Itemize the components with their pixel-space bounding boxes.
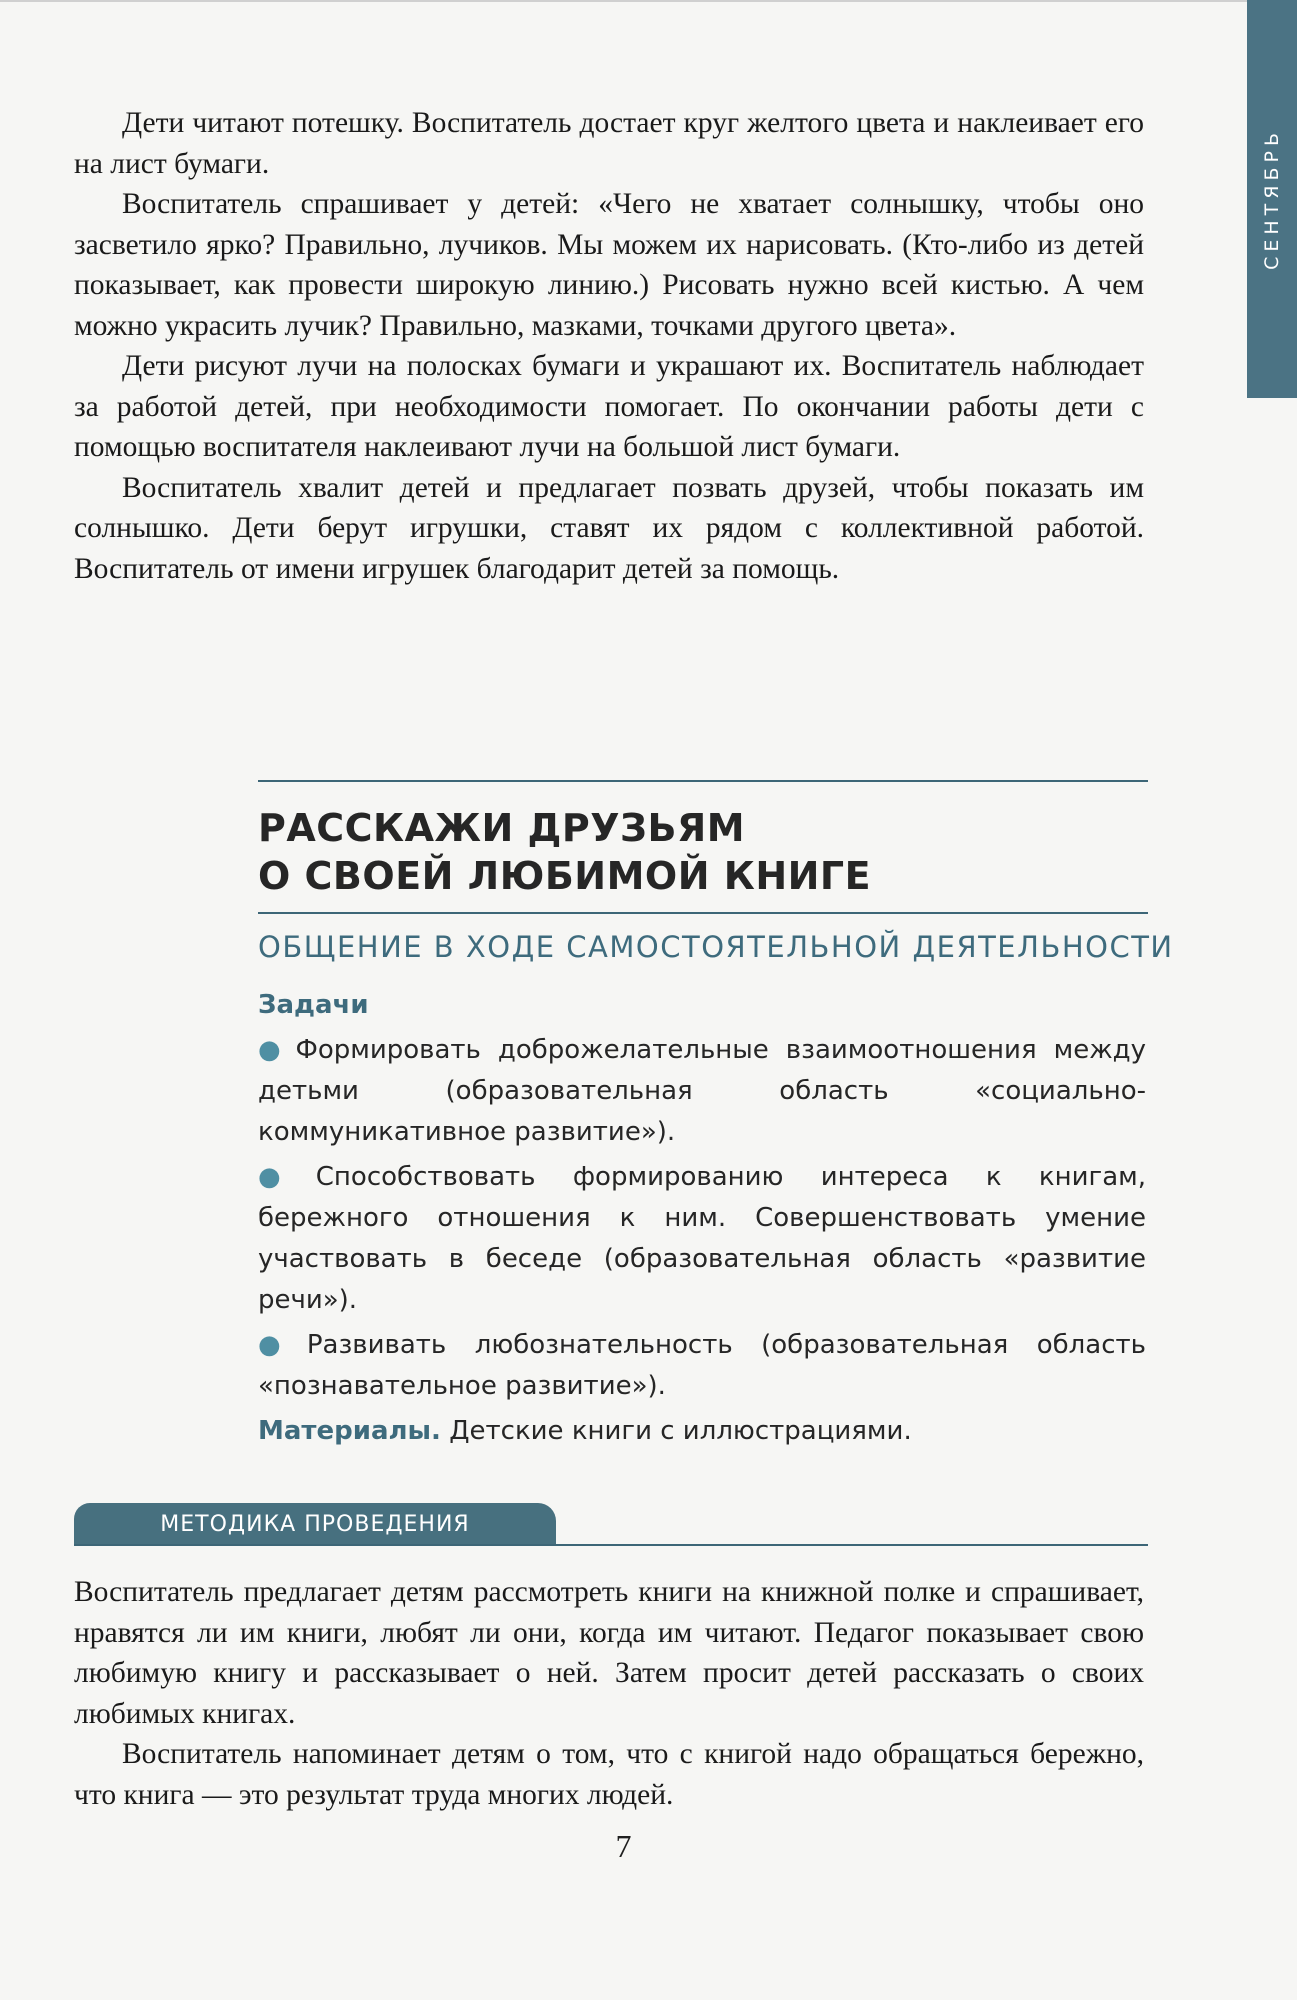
lesson-title-line2: О СВОЕЙ ЛЮБИМОЙ КНИГЕ <box>258 854 872 898</box>
intro-text <box>74 103 1144 589</box>
heading-rule-bottom <box>258 912 1148 914</box>
bullet-icon: ● <box>258 1162 310 1192</box>
bullet-icon: ● <box>258 1035 290 1065</box>
task-text: Формировать доброжелательные взаимоотношения между детьми (образовательная область «социально-коммуникативное развитие»). <box>258 1035 1146 1147</box>
month-side-tab <box>1247 0 1297 398</box>
lesson-title-line1: РАССКАЖИ ДРУЗЬЯМ <box>258 806 746 850</box>
materials-label: Материалы. <box>258 1416 441 1446</box>
task-item <box>258 1325 1146 1407</box>
lesson-tasks <box>258 985 1146 1456</box>
tasks-label: Задачи <box>258 990 369 1020</box>
heading-rule-top <box>258 780 1148 782</box>
method-rule <box>74 1544 1148 1546</box>
lesson-subtitle: ОБЩЕНИЕ В ХОДЕ САМОСТОЯТЕЛЬНОЙ ДЕЯТЕЛЬНОСТИ <box>258 930 1174 964</box>
method-paragraph: Воспитатель предлагает детям рассмотреть книги на книжной полке и спрашивает, нравятся ли им книги, любят ли они, когда им читают. Педагог показывает свою любимую книгу и рассказывает о ней. Затем просит детей рассказать о своих любимых книгах. <box>74 1576 1144 1730</box>
lesson-heading <box>258 780 1174 964</box>
page-number: 7 <box>615 1828 632 1864</box>
method-text <box>74 1572 1144 1815</box>
intro-paragraph: Воспитатель хвалит детей и предлагает позвать друзей, чтобы показать им солнышко. Дети берут игрушки, ставят их рядом с коллективной работой. Воспитатель от имени игрушек благодарит детей за помощь. <box>74 471 1144 585</box>
method-banner: МЕТОДИКА ПРОВЕДЕНИЯ <box>74 1503 556 1545</box>
task-item <box>258 1157 1146 1321</box>
month-label: СЕНТЯБРЬ <box>1261 128 1283 270</box>
materials <box>258 1411 1146 1452</box>
intro-paragraph: Дети рисуют лучи на полосках бумаги и украшают их. Воспитатель наблюдает за работой детей, при необходимости помогает. По окончании работы дети с помощью воспитателя наклеивают лучи на большой лист бумаги. <box>74 350 1144 463</box>
lesson-title <box>258 804 1148 900</box>
bullet-icon: ● <box>258 1330 301 1360</box>
task-text: Развивать любознательность (образовательная область «познавательное развитие»). <box>258 1330 1146 1401</box>
intro-paragraph: Воспитатель спрашивает у детей: «Чего не хватает солнышку, чтобы оно засветило ярко? Правильно, лучиков. Мы можем их нарисовать. (Кто-либо из детей показывает, как провести широкую линию.) Рисовать нужно всей кистью. А чем можно украсить лучик? Правильно, мазками, точками другого цвета». <box>74 188 1144 342</box>
top-rule <box>0 0 1297 2</box>
materials-text: Детские книги с иллюстрациями. <box>449 1416 912 1446</box>
task-text: Способствовать формированию интереса к книгам, бережного отношения к ним. Совершенствовать умение участвовать в беседе (образовательная область «развитие речи»). <box>258 1162 1147 1315</box>
intro-paragraph: Дети читают потешку. Воспитатель достает круг желтого цвета и наклеивает его на лист бумаги. <box>74 107 1144 180</box>
task-item <box>258 1030 1146 1153</box>
method-paragraph: Воспитатель напоминает детям о том, что с книгой надо обращаться бережно, что книга — это результат труда многих людей. <box>74 1738 1144 1811</box>
